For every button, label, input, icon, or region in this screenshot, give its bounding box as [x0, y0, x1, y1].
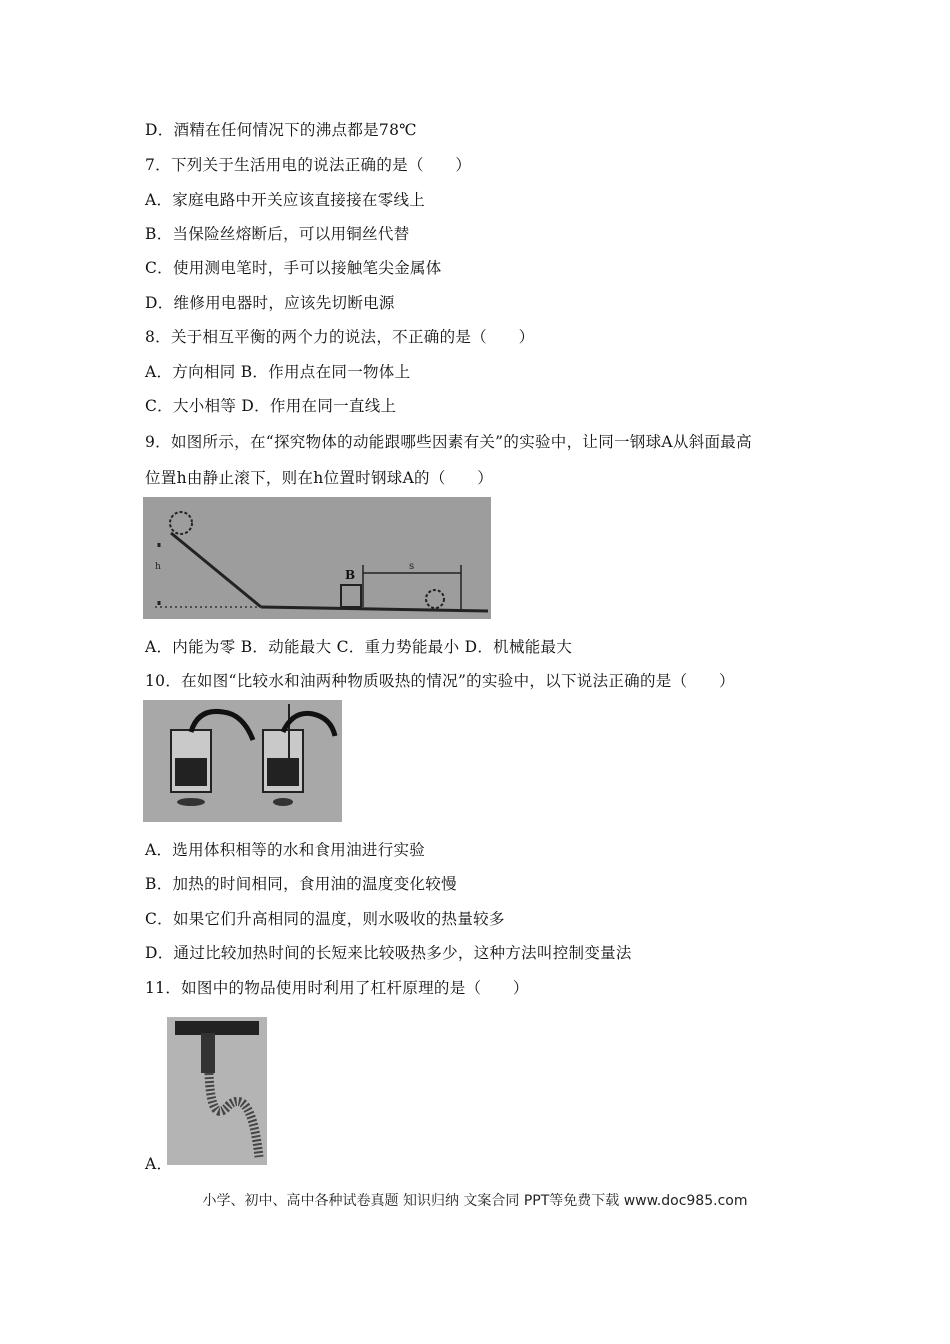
ramp-incline: [171, 533, 261, 607]
block-b-label: B: [345, 568, 356, 582]
line-d-alcohol: D．酒精在任何情况下的沸点都是78℃: [145, 121, 417, 139]
ground-line: [261, 607, 488, 611]
base-left: [177, 798, 205, 806]
coiled-hose: [209, 1073, 259, 1157]
question-10: 10．在如图“比较水和油两种物质吸热的情况”的实验中，以下说法正确的是（ ）: [145, 672, 735, 690]
moved-ball: [426, 590, 444, 608]
ramp-diagram: [143, 497, 491, 619]
shower-head: [175, 1021, 259, 1035]
heater-right: [267, 758, 299, 786]
hose-figure: [167, 1017, 267, 1165]
q7-option-a: A．家庭电路中开关应该直接接在零线上: [145, 191, 426, 209]
q10-option-b: B．加热的时间相同，食用油的温度变化较慢: [145, 875, 457, 893]
question-9-line1: 9．如图所示，在“探究物体的动能跟哪些因素有关”的实验中，让同一钢球A从斜面最高: [145, 433, 752, 451]
q8-options-cd: C．大小相等 D．作用在同一直线上: [145, 397, 397, 415]
question-7: 7．下列关于生活用电的说法正确的是（ ）: [145, 156, 472, 174]
q8-options-ab: A．方向相同 B．作用点在同一物体上: [145, 363, 411, 381]
ramp-figure: [143, 497, 491, 619]
q10-option-a: A．选用体积相等的水和食用油进行实验: [145, 841, 426, 859]
q9-options: A．内能为零 B．动能最大 C．重力势能最小 D．机械能最大: [145, 638, 573, 656]
heater-left: [175, 758, 207, 786]
question-9-line2: 位置h由静止滚下，则在h位置时钢球A的（ ）: [145, 469, 494, 487]
height-label: h: [155, 562, 161, 572]
question-11: 11．如图中的物品使用时利用了杠杆原理的是（ ）: [145, 979, 529, 997]
q10-option-d: D．通过比较加热时间的长短来比较吸热多少，这种方法叫控制变量法: [145, 944, 632, 962]
footer-text: 小学、初中、高中各种试卷真题 知识归纳 文案合同 PPT等免费下载 www.doc985.com: [202, 1193, 748, 1209]
shower-neck: [201, 1033, 215, 1073]
block-b: [341, 585, 361, 607]
distance-label: s: [409, 561, 415, 572]
q7-option-b: B．当保险丝熔断后，可以用铜丝代替: [145, 225, 410, 243]
q11-option-a: A．: [145, 1155, 173, 1173]
base-right: [273, 798, 293, 806]
q7-option-d: D．维修用电器时，应该先切断电源: [145, 294, 395, 312]
beakers-figure: [143, 700, 342, 822]
q7-option-c: C．使用测电笔时，手可以接触笔尖金属体: [145, 259, 442, 277]
q10-option-c: C．如果它们升高相同的温度，则水吸收的热量较多: [145, 910, 505, 928]
hose-diagram: [167, 1017, 267, 1165]
steel-ball-a: [170, 512, 192, 534]
question-8: 8．关于相互平衡的两个力的说法，不正确的是（ ）: [145, 328, 535, 346]
beakers-diagram: [143, 700, 342, 822]
